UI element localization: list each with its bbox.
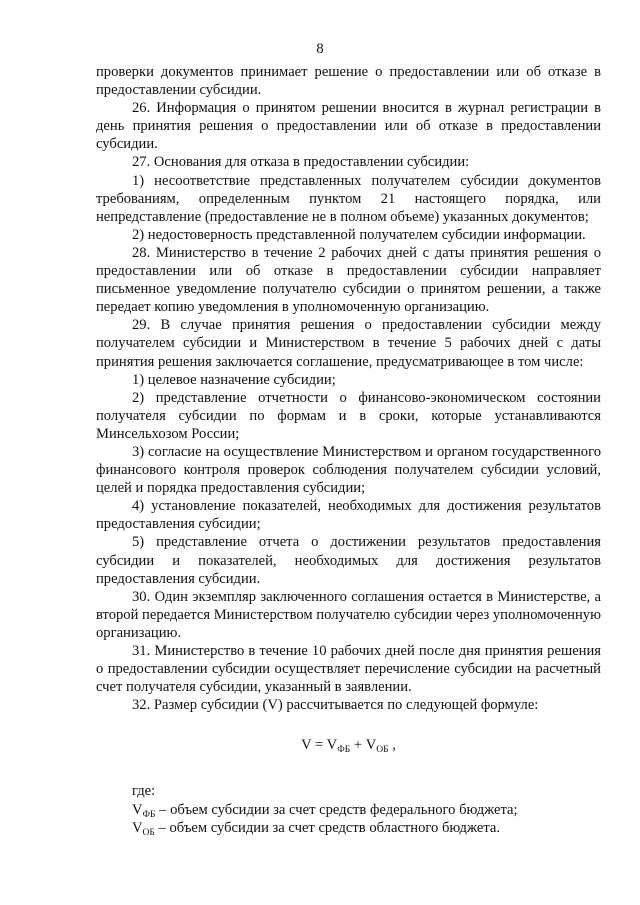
definition-fb-text: – объем субсидии за счет средств федерального бюджета; [155,801,518,818]
definition-ob [96,819,601,837]
definition-ob-sub: ОБ [142,827,155,838]
paragraph-29-item-5: 5) представление отчета о достижении результатов предоставления субсидии и показателей, необходимых для достижения результатов предоставления субсидии. [96,534,601,587]
definition-ob-text: – объем субсидии за счет средств областного бюджета. [154,819,501,836]
paragraph-29-item-2: 2) представление отчетности о финансово-экономическом состоянии получателя субсидии по формам и в сроки, которые устанавливаются Минсельхозом России; [96,389,601,442]
document-body [96,63,601,837]
formula-definitions [96,782,601,836]
paragraph-27-item-1: 1) несоответствие представленных получателем субсидии документов требованиям, определенным пунктом 21 настоящего порядка, или непредставление (предоставление не в полном объеме) указанных документов; [96,172,601,225]
definition-fb [96,801,601,819]
where-label: где: [132,783,156,800]
paragraph-31: 31. Министерство в течение 10 рабочих дней после дня принятия решения о предоставлении субсидии осуществляет перечисление субсидии на расчетный счет получателя субсидии, указанный в заявлении. [96,643,601,696]
paragraph-32: 32. Размер субсидии (V) рассчитывается по следующей формуле: [132,697,539,714]
formula-plus: + V [350,737,377,754]
paragraph-continuation: проверки документов принимает решение о предоставлении или об отказе в предоставлении субсидии. [96,64,601,99]
paragraph-29-item-4: 4) установление показателей, необходимых для достижения результатов предоставления субсидии; [96,498,601,533]
paragraph-27: 27. Основания для отказа в предоставлении субсидии: [132,154,470,171]
formula-lhs: V = V [301,737,338,754]
formula-sub-fb: ФБ [337,745,351,756]
paragraph-29-item-3: 3) согласие на осуществление Министерством и органом государственного финансового контроля проверок соблюдения получателем субсидии условий, целей и порядка предоставления субсидии; [96,443,601,497]
definition-fb-symbol: V [132,801,143,818]
page-number: 8 [316,41,324,57]
paragraph-28: 28. Министерство в течение 2 рабочих дней с даты принятия решения о предоставлении или об отказе в предоставлении субсидии направляет письменное уведомление получателю субсидии о принятом решении, а также передает копию уведомления в уполномоченную организацию. [96,244,601,316]
paragraph-26: 26. Информация о принятом решении вносится в журнал регистрации в день принятия решения о предоставлении или об отказе в предоставлении субсидии. [96,100,601,153]
definition-ob-symbol: V [132,819,143,836]
definition-fb-sub: ФБ [142,809,156,820]
paragraph-29-item-1: 1) целевое назначение субсидии; [132,371,336,388]
formula-tail: , [388,737,396,754]
subsidy-formula [96,736,601,754]
formula-sub-ob: ОБ [376,745,389,756]
paragraph-30: 30. Один экземпляр заключенного соглашения остается в Министерстве, а второй передается Министерством получателю субсидии через уполномоченную организацию. [96,588,602,641]
paragraph-27-item-2: 2) недостоверность представленной получателем субсидии информации. [132,226,586,243]
paragraph-29: 29. В случае принятия решения о предоставлении субсидии между получателем субсидии и Министерством в течение 5 рабочих дней с даты принятия решения заключается соглашение, предусматривающее в том числе: [96,317,601,370]
